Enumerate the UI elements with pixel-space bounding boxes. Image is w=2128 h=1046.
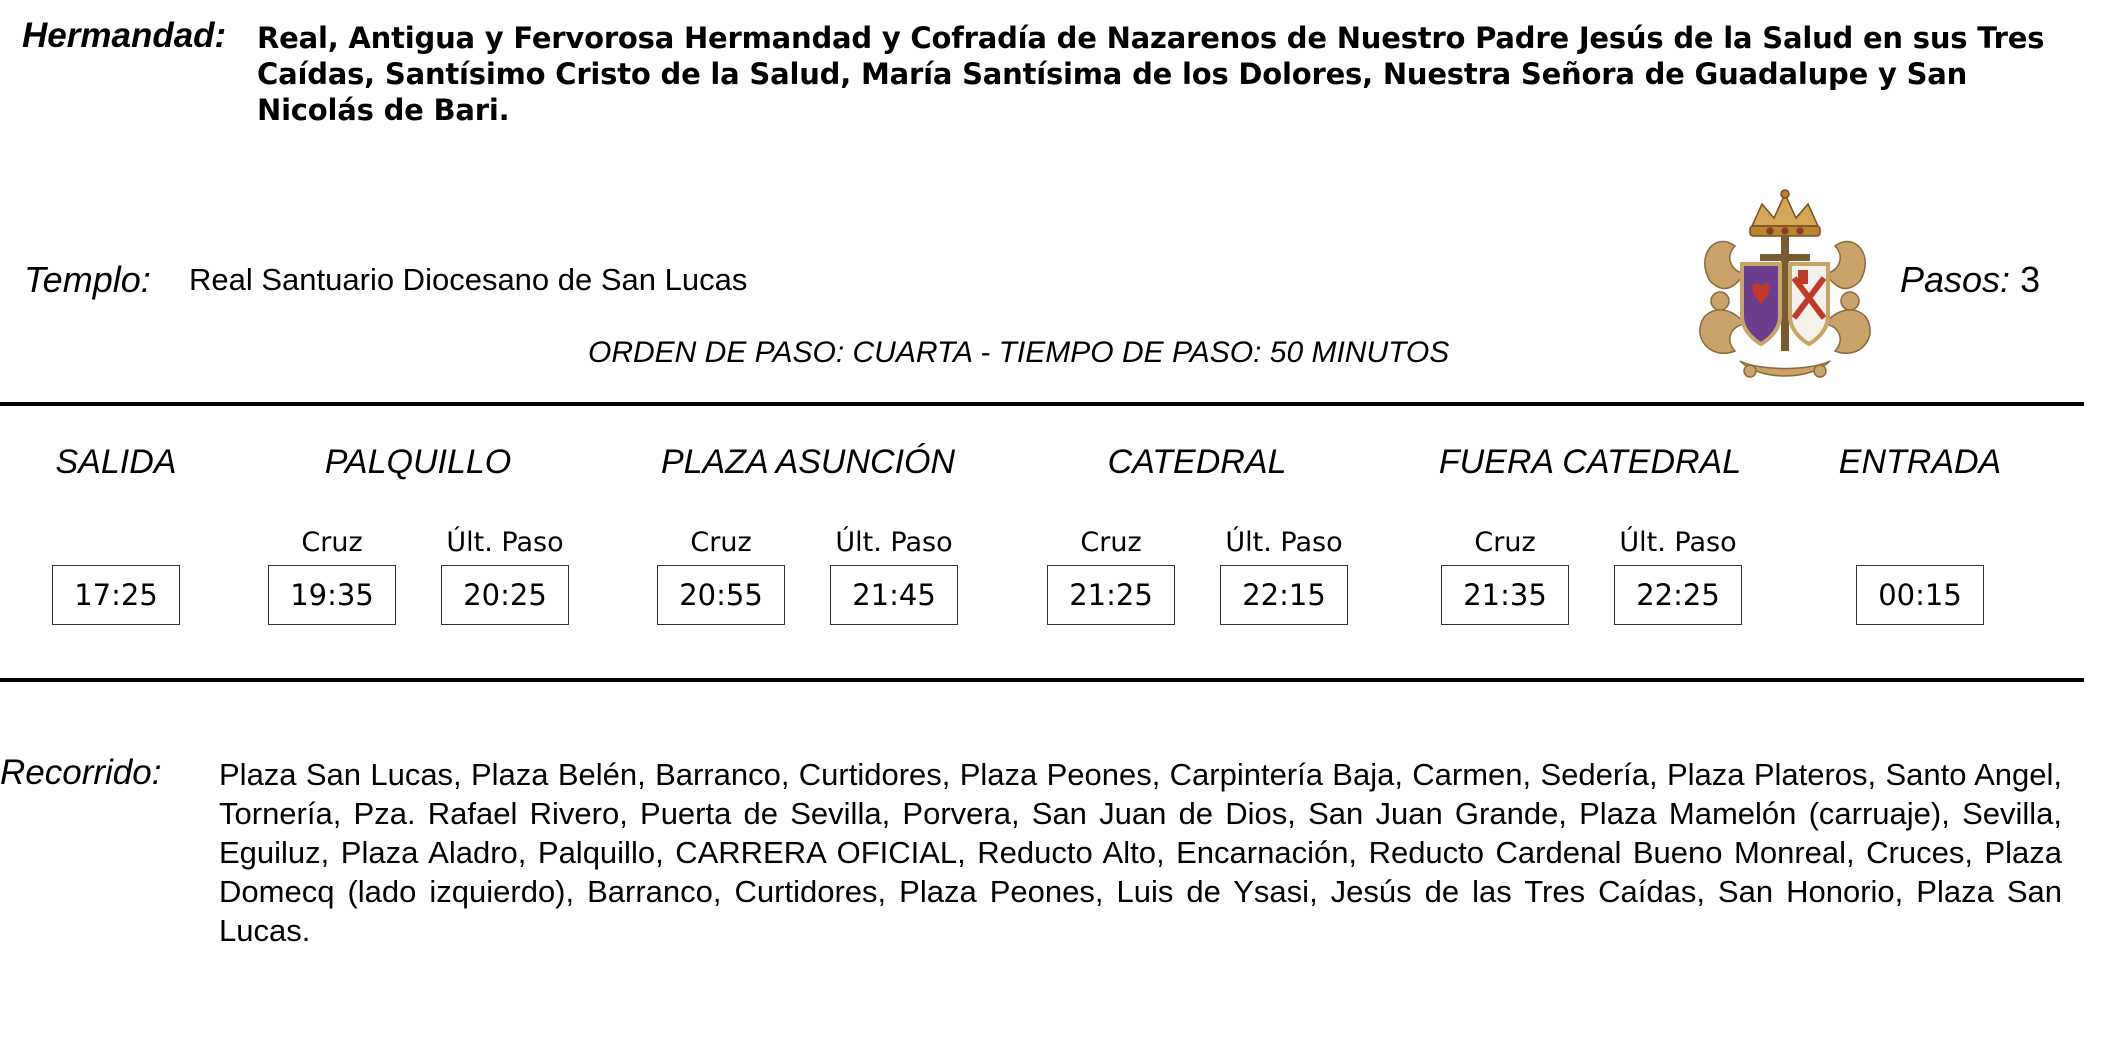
plaza-asuncion-heading: PLAZA ASUNCIÓN (660, 443, 956, 481)
orden-de-paso: ORDEN DE PASO: CUARTA - TIEMPO DE PASO: 50 MINUTOS (588, 336, 1450, 369)
entrada-heading: ENTRADA (1838, 443, 2002, 481)
fuera-catedral-heading: FUERA CATEDRAL (1438, 443, 1742, 481)
palquillo-cruz-label: Cruz (301, 527, 363, 558)
catedral-ult-time: 22:15 (1220, 565, 1348, 625)
plaza-asuncion-ult-time: 21:45 (830, 565, 958, 625)
plaza-asuncion-ult-label: Últ. Paso (835, 527, 953, 558)
catedral-cruz-label: Cruz (1080, 527, 1142, 558)
templo-value: Real Santuario Diocesano de San Lucas (189, 262, 748, 297)
recorrido-text: Plaza San Lucas, Plaza Belén, Barranco, Curtidores, Plaza Peones, Carpintería Baja, Carmen, Sedería, Plaza Plateros, Santo Angel, Tornería, Pza. Rafael Rivero, Puerta de Sevilla, Porvera, San Juan de Dios, San Juan Grande, Plaza Mamelón (carruaje), Sevilla, Eguiluz, Plaza Aladro, Palquillo, CARRERA OFICIAL, Reducto Alto, Encarnación, Reducto Cardenal Bueno Monreal, Cruces, Plaza Domecq (lado izquierdo), Barranco, Curtidores, Plaza Peones, Luis de Ysasi, Jesús de las Tres Caídas, San Honorio, Plaza San Lucas. (219, 757, 2062, 948)
fuera-catedral-ult-time: 22:25 (1614, 565, 1742, 625)
hermandad-name: Real, Antigua y Fervorosa Hermandad y Cofradía de Nazarenos de Nuestro Padre Jesús de la Salud en sus Tres Caídas, Santísimo Cristo de la Salud, María Santísima de los Dolores, Nuestra Señora de Guadalupe y San Nicolás de Bari. (257, 21, 2045, 127)
brotherhood-crest-icon (1690, 186, 1880, 386)
palquillo-ult-label: Últ. Paso (446, 527, 564, 558)
salida-heading: SALIDA (55, 443, 177, 481)
templo-label: Templo: (24, 259, 151, 300)
fuera-catedral-cruz-label: Cruz (1474, 527, 1536, 558)
fuera-catedral-ult-label: Últ. Paso (1619, 527, 1737, 558)
entrada-time: 00:15 (1856, 565, 1984, 625)
recorrido-label: Recorrido: (0, 753, 162, 792)
bottom-divider (0, 678, 2084, 682)
plaza-asuncion-cruz-time: 20:55 (657, 565, 785, 625)
palquillo-heading: PALQUILLO (324, 443, 512, 481)
pasos-label: Pasos: (1900, 259, 2011, 300)
pasos-value: 3 (2020, 259, 2041, 300)
plaza-asuncion-cruz-label: Cruz (690, 527, 752, 558)
catedral-ult-label: Últ. Paso (1225, 527, 1343, 558)
palquillo-cruz-time: 19:35 (268, 565, 396, 625)
salida-time: 17:25 (52, 565, 180, 625)
fuera-catedral-cruz-time: 21:35 (1441, 565, 1569, 625)
top-divider (0, 402, 2084, 406)
pasos (1900, 259, 2040, 301)
catedral-heading: CATEDRAL (1107, 443, 1287, 481)
catedral-cruz-time: 21:25 (1047, 565, 1175, 625)
palquillo-ult-time: 20:25 (441, 565, 569, 625)
hermandad-label: Hermandad: (22, 16, 227, 55)
